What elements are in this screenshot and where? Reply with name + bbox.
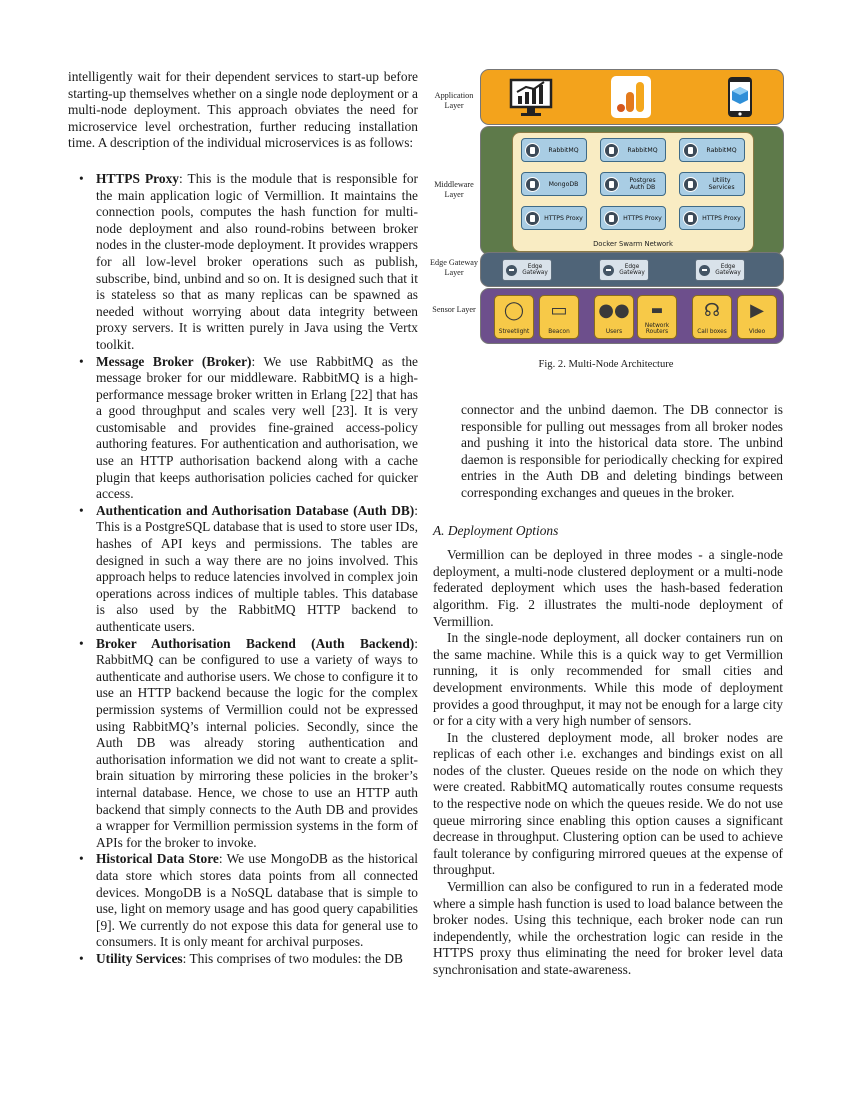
rabbitmq-icon <box>683 143 698 158</box>
list-item <box>68 636 418 852</box>
https-proxy-service: HTTPS Proxy <box>679 206 745 230</box>
utility-services-continuation: connector and the unbind daemon. The DB connector is responsible for pulling out messages from all broker nodes and pushing it into the historical data store. The unbind daemon is responsible for periodically checking for expired entries in the Auth DB and deleting bindings between corresponding exchanges and queues in the broker. <box>461 402 783 500</box>
router-icon <box>506 265 517 276</box>
sensor-network-routers: ▬ Network Routers <box>637 295 677 339</box>
layer-label-application: Application Layer <box>434 91 474 110</box>
https-proxy-service: HTTPS Proxy <box>600 206 666 230</box>
network-icon <box>525 211 540 226</box>
edge-gateway: Edge Gateway <box>599 259 649 281</box>
microservice-list <box>68 171 418 968</box>
sensor-call-boxes: ☊ Call boxes <box>692 295 732 339</box>
list-text: : RabbitMQ can be configured to use a variety of ways to authenticate and authorise users. We chose to configure it to use an HTTP backend because the logic for the complex permission systems of Vermillion could not be expressed using RabbitMQ’s internal policies. Secondly, since the Auth DB was already storing authentication and authorisation information we did not want to create a split-brain situation by mirroring these policies in the broker’s internal database. Hence, we chose to use an HTTP auth backend that simply connects to the Auth DB and provides a wrapper for Vermillion permission systems in the form of APIs for the broker to invoke. <box>96 635 418 850</box>
list-text: : This is a PostgreSQL database that is used to store user IDs, hashes of API keys and permissions. The tables are designed in such a way there are no joins involved. This approach helps to reduce latencies involved in complex join operations across indices of multiple tables. This database is also used by the RabbitMQ HTTP backend to authenticate users. <box>96 502 418 634</box>
paragraph: In the single-node deployment, all docker containers run on the same machine. While this is a quick way to get Vermillion running, it is only recommended for small cities and development environments. While this mode of deployment provides a good throughput, it may not be enough for a large city or for a city with a very high number of sensors. <box>433 630 783 729</box>
layer-label-edge: Edge Gateway Layer <box>430 258 478 277</box>
lightbulb-icon: ◯ <box>503 299 525 321</box>
sensor-users: ●● Users <box>594 295 634 339</box>
users-icon: ●● <box>598 299 630 321</box>
rabbitmq-service: RabbitMQ <box>600 138 666 162</box>
rabbitmq-icon <box>525 143 540 158</box>
router-icon <box>699 265 710 276</box>
list-item <box>68 171 418 354</box>
list-text: : This comprises of two modules: the DB <box>182 950 403 966</box>
https-proxy-service: HTTPS Proxy <box>521 206 587 230</box>
sensor-video: ▶ Video <box>737 295 777 339</box>
rabbitmq-service: RabbitMQ <box>679 138 745 162</box>
right-column <box>433 402 783 979</box>
list-item <box>68 354 418 503</box>
list-item <box>68 851 418 951</box>
database-icon <box>525 177 540 192</box>
microphone-icon: ☊ <box>704 299 720 321</box>
sensor-streetlight: ◯ Streetlight <box>494 295 534 339</box>
list-item <box>68 951 418 968</box>
list-text: : We use MongoDB as the historical data store which stores data points from all connected devices. MongoDB is a NoSQL database that is simple to use, light on memory usage and has good query capabilities [9]. We currently do not expose this data for general use to consumers. It is only meant for archival purposes. <box>96 851 418 950</box>
edge-gateway: Edge Gateway <box>502 259 552 281</box>
dashboard-icon <box>507 76 555 118</box>
sensor-layer <box>480 288 784 344</box>
postgres-auth-db-service: Postgres Auth DB <box>600 172 666 196</box>
layer-label-sensor: Sensor Layer <box>432 305 476 314</box>
list-term: Utility Services <box>96 950 183 966</box>
router-icon: ▬ <box>650 302 664 318</box>
list-term: Authentication and Authorisation Database (Auth DB) <box>96 502 415 518</box>
beacon-icon: ▭ <box>550 299 568 321</box>
paragraph: In the clustered deployment mode, all broker nodes are replicas of each other i.e. exchanges and bindings exist on all nodes of the cluster. Queues reside on the node on which they were created. RabbitMQ automatically routes consume requests to the respective node on which the queues reside. We do not use queue mirroring since enabling this option causes a significant decrease in throughput. Clustering option can be used to achieve fault tolerance by configuring mirrored queues at the expense of throughput. <box>433 729 783 878</box>
architecture-figure <box>428 67 784 345</box>
edge-gateway-layer <box>480 252 784 287</box>
list-term: Message Broker (Broker) <box>96 353 252 369</box>
docker-swarm-network <box>512 132 754 252</box>
figure-caption: Fig. 2. Multi-Node Architecture <box>538 359 674 370</box>
section-heading: A. Deployment Options <box>433 522 559 538</box>
paragraph: Vermillion can also be configured to run in a federated mode where a simple hash function is used to load balance between the broker nodes. Using this technique, each broker node can run independently, while the orchestration logic can reside in the HTTPS proxy thus eliminating the need for broker level data synchronisation and state-awareness. <box>433 879 783 977</box>
application-layer <box>480 69 784 125</box>
network-icon <box>604 211 619 226</box>
list-term: HTTPS Proxy <box>96 170 179 186</box>
layer-label-middleware: Middleware Layer <box>434 180 474 199</box>
list-text: : We use RabbitMQ as the message broker for our middleware. RabbitMQ is a high-performance message broker written in Erlang [22] that has a good throughput and scales very well [23]. It is very customisable and provides fine-grained access-policy authoring features. For authentication and authorisation, we use an HTTP authorisation backend along with a cache plugin that keeps authorisation policies cached for quicker access. <box>96 353 418 502</box>
analytics-icon <box>609 76 653 118</box>
mobile-app-icon <box>725 76 755 118</box>
list-term: Broker Authorisation Backend (Auth Backend) <box>96 635 415 651</box>
swarm-label: Docker Swarm Network <box>593 240 673 248</box>
list-item <box>68 503 418 636</box>
utility-services: Utility Services <box>679 172 745 196</box>
paragraph: Vermillion can be deployed in three modes - a single-node deployment, a multi-node clustered deployment or a multi-node federated deployment which uses the hash-based federation algorithm. Fig. 2 illustrates the multi-node deployment of Vermillion. <box>433 547 783 629</box>
rabbitmq-icon <box>604 143 619 158</box>
list-text: : This is the module that is responsible for the main application logic of Vermillion. It maintains the connection pools, computes the hash function for multi-node deployment and also round-robins between broker nodes in the cluster-mode deployment. It provides wrappers for all low-level broker operations such as publish, subscribe, bind, unbind and so on. It is designed such that it is stateless so that as many replicas can be spawned as needed without worrying about data integrity between proxy servers. It is written purely in Java using the Vertx toolkit. <box>96 170 418 352</box>
intro-paragraph: intelligently wait for their dependent services to start-up before starting-up themselves whether on a single node deployment or a multi-node deployment. This approach obviates the need for microservice level orchestration, further reducing installation time. A description of the individual microservices is as follows: <box>68 69 418 151</box>
mongodb-service: MongoDB <box>521 172 587 196</box>
left-column <box>68 69 418 967</box>
lock-icon <box>604 177 619 192</box>
list-term: Historical Data Store <box>96 851 219 867</box>
network-icon <box>683 211 698 226</box>
video-camera-icon: ▶ <box>750 299 764 321</box>
gear-icon <box>683 177 698 192</box>
edge-gateway: Edge Gateway <box>695 259 745 281</box>
router-icon <box>603 265 614 276</box>
sensor-beacon: ▭ Beacon <box>539 295 579 339</box>
rabbitmq-service: RabbitMQ <box>521 138 587 162</box>
